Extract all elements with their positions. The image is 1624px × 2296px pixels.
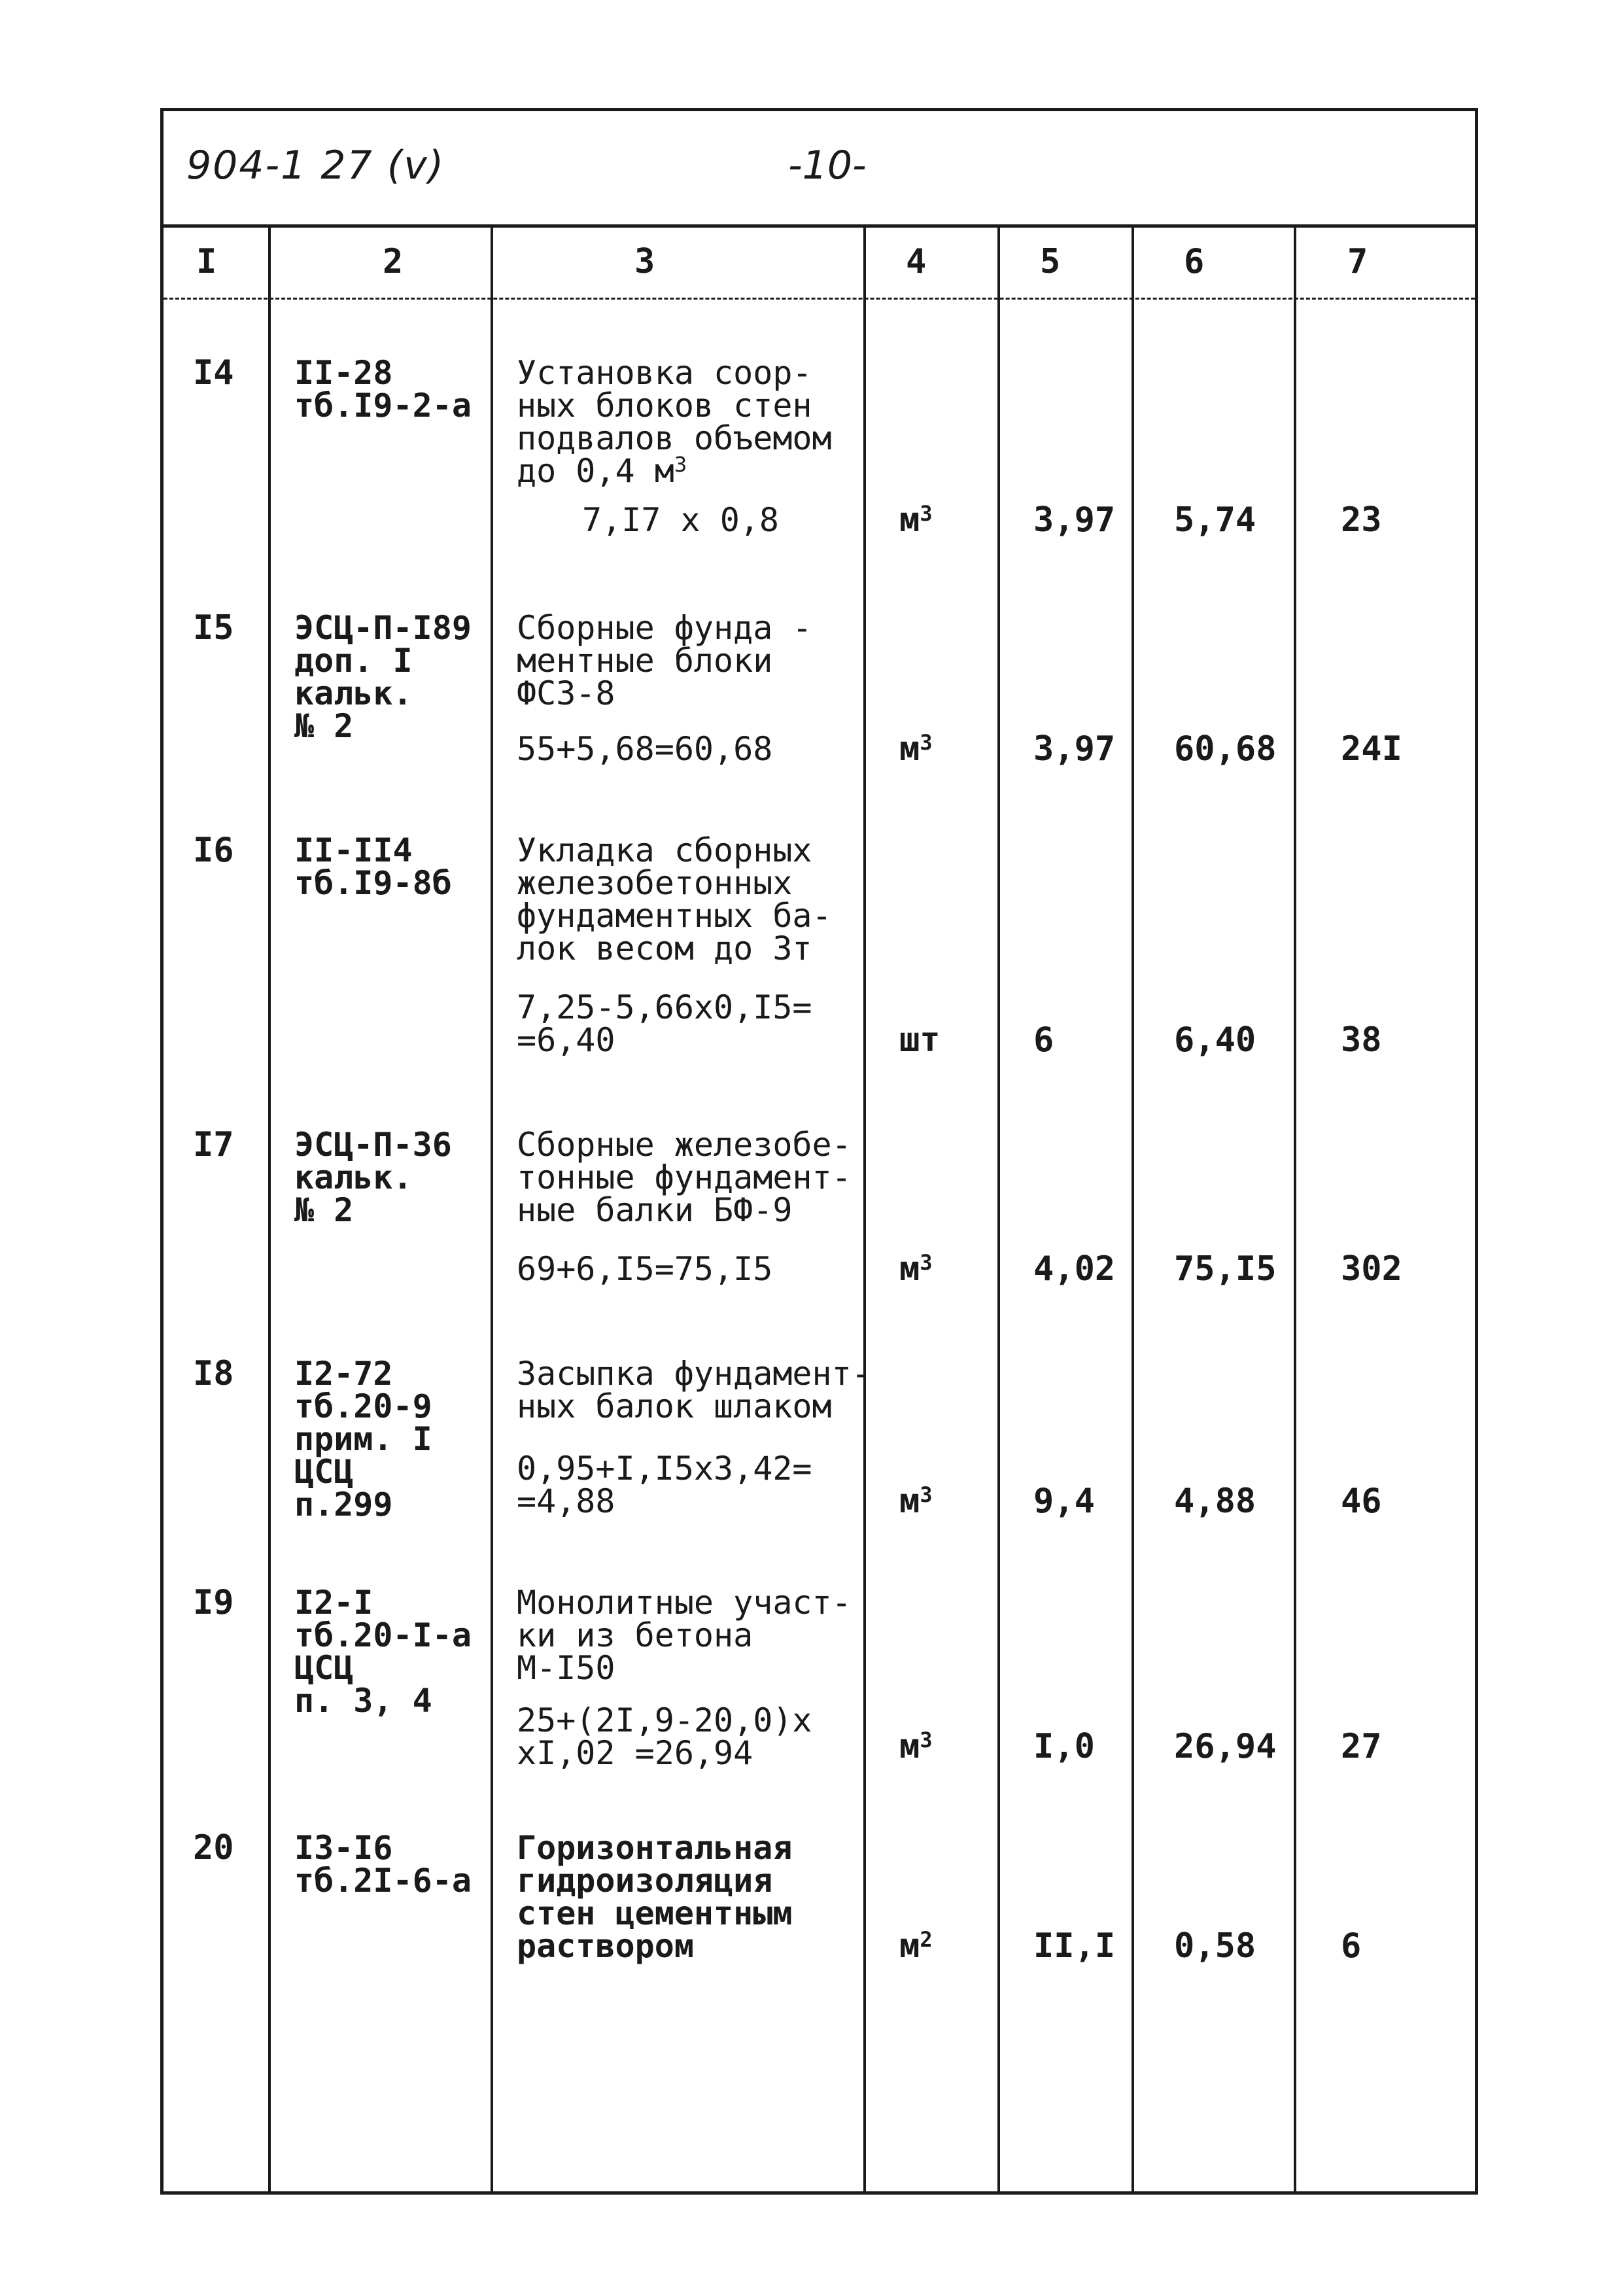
column-divider [1294, 228, 1296, 2195]
unit: шт [899, 1020, 941, 1060]
column-5-value: 3,97 [1033, 500, 1116, 540]
column-5-value: 3,97 [1033, 729, 1116, 769]
column-6-value: 6,40 [1174, 1020, 1256, 1060]
work-description: Горизонтальная гидроизоляция стен цементным раствором [517, 1829, 793, 1965]
column-divider [268, 228, 271, 2195]
work-description: Засыпка фундамент- ных балок шлаком [517, 1355, 871, 1425]
column-5-value: I,0 [1033, 1727, 1095, 1766]
work-description: Сборные железобе- тонные фундамент- ные балки БФ-9 [517, 1126, 852, 1229]
unit: $м^3$ [899, 1727, 933, 1766]
column-7-value: 23 [1341, 500, 1382, 540]
col-header-2: 2 [383, 242, 404, 281]
document-sheet [160, 108, 1478, 2195]
column-6-value: 5,74 [1174, 500, 1256, 540]
column-header-row [164, 228, 1475, 300]
column-divider [491, 228, 493, 2195]
norm-reference: I3-I6 тб.2I-6-а [294, 1829, 472, 1900]
header-band [164, 111, 1475, 228]
row-number: I8 [193, 1354, 234, 1393]
column-7-value: 302 [1341, 1249, 1402, 1289]
row-number: I6 [193, 831, 234, 870]
column-5-value: 9,4 [1033, 1482, 1095, 1521]
col-header-3: 3 [634, 242, 655, 281]
norm-reference: I2-I тб.20-I-а ЦСЦ п. 3, 4 [294, 1584, 472, 1720]
unit: $м^3$ [899, 500, 933, 540]
row-number: I7 [193, 1125, 234, 1164]
norm-reference: II-II4 тб.I9-8б [294, 831, 452, 902]
col-header-7: 7 [1347, 242, 1368, 281]
quantity-calculation: 69+6,I5=75,I5 [517, 1250, 773, 1288]
column-divider [863, 228, 866, 2195]
norm-reference: II-28 тб.I9-2-а [294, 354, 472, 425]
norm-reference: I2-72 тб.20-9 прим. I ЦСЦ п.299 [294, 1355, 432, 1523]
column-7-value: 46 [1341, 1482, 1382, 1521]
column-6-value: 4,88 [1174, 1482, 1256, 1521]
work-description: Укладка сборных железобетонных фундаментных ба- лок весом до 3т [517, 831, 832, 967]
column-7-value: 27 [1341, 1727, 1382, 1766]
column-5-value: II,I [1033, 1926, 1116, 1966]
quantity-calculation: 7,I7 x 0,8 [582, 501, 780, 539]
column-6-value: 75,I5 [1174, 1249, 1277, 1289]
quantity-calculation: 0,95+I,I5x3,42= =4,88 [517, 1450, 812, 1520]
quantity-calculation: 25+(2I,9-20,0)x xI,02 =26,94 [517, 1701, 812, 1772]
column-7-value: 24I [1341, 729, 1402, 769]
norm-reference: ЭСЦ-П-36 кальк. № 2 [294, 1126, 452, 1229]
unit: $м^3$ [899, 1482, 933, 1521]
work-description: Монолитные участ- ки из бетона М-I50 [517, 1584, 852, 1687]
row-number: I9 [193, 1583, 234, 1622]
unit: $м^3$ [899, 729, 933, 769]
col-header-5: 5 [1040, 242, 1061, 281]
column-6-value: 26,94 [1174, 1727, 1277, 1766]
column-7-value: 38 [1341, 1020, 1382, 1060]
column-5-value: 4,02 [1033, 1249, 1116, 1289]
col-header-1: I [196, 242, 217, 281]
unit: $м^2$ [899, 1926, 933, 1966]
column-divider [997, 228, 1000, 2195]
column-5-value: 6 [1033, 1020, 1054, 1060]
col-header-6: 6 [1184, 242, 1205, 281]
row-number: I4 [193, 353, 234, 392]
col-header-4: 4 [906, 242, 927, 281]
row-number: 20 [193, 1828, 234, 1868]
row-number: I5 [193, 608, 234, 648]
quantity-calculation: 55+5,68=60,68 [517, 730, 773, 768]
page-number: -10- [788, 143, 867, 188]
column-6-value: 60,68 [1174, 729, 1277, 769]
norm-reference: ЭСЦ-П-I89 доп. I кальк. № 2 [294, 609, 472, 745]
column-6-value: 0,58 [1174, 1926, 1256, 1966]
unit: $м^3$ [899, 1249, 933, 1289]
column-divider [1132, 228, 1134, 2195]
work-description: Сборные фунда - ментные блоки ФС3-8 [517, 609, 812, 712]
column-7-value: 6 [1341, 1926, 1362, 1966]
work-description: Установка соор- ных блоков стен подвалов объемом до 0,4 $м^3$ [517, 354, 832, 490]
quantity-calculation: 7,25-5,66x0,I5= =6,40 [517, 988, 812, 1059]
document-code: 904-1 27 (v) [186, 143, 445, 188]
